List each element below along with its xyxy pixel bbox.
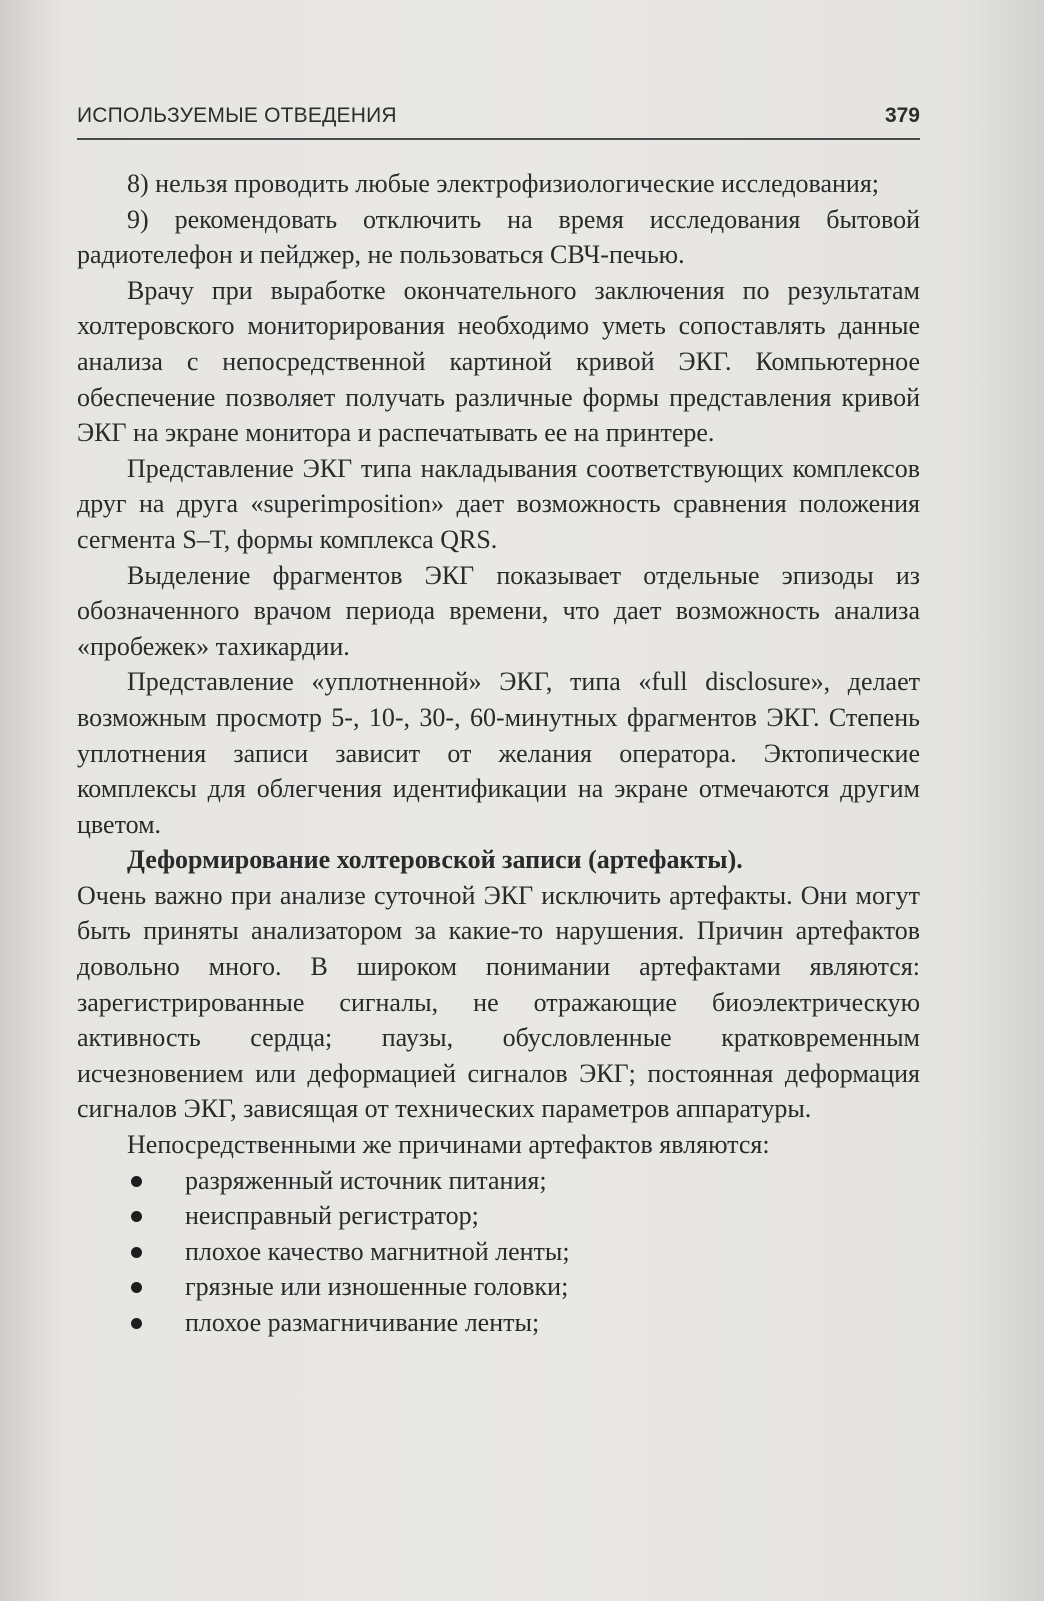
body-text <box>77 166 920 1341</box>
list-item-text: грязные или изношенные головки; <box>185 1272 569 1302</box>
bullet-icon <box>131 1318 142 1329</box>
paragraph-superimposition: Представление ЭКГ типа накладывания соответствующих комплексов друг на друга «superimposition» дает возможность сравнения положения сегмента S–T, формы комплекса QRS. <box>77 453 920 554</box>
section-heading: Деформирование холтеровской записи (артефакты). <box>127 845 743 875</box>
paragraph-full-disclosure: Представление «уплотненной» ЭКГ, типа «full disclosure», делает возможным просмотр 5-, 10-, 30-, 60-минутных фрагментов ЭКГ. Степень уплотнения записи зависит от желания оператора. Эктопические комплексы для облегчения идентификации на экране отмечаются другим цветом. <box>77 667 920 839</box>
causes-list <box>77 1163 920 1341</box>
list-item <box>77 1305 920 1341</box>
bullet-icon <box>131 1176 142 1187</box>
list-item-text: плохое размагничивание ленты; <box>185 1308 540 1337</box>
list-item <box>77 1269 920 1305</box>
list-item <box>77 1198 920 1234</box>
list-item-text: неисправный регистратор; <box>185 1201 479 1231</box>
list-item-text: плохое качество магнитной ленты; <box>185 1236 570 1266</box>
bullet-icon <box>131 1211 142 1222</box>
running-header <box>77 98 920 140</box>
header-title: ИСПОЛЬЗУЕМЫЕ ОТВЕДЕНИЯ <box>77 104 397 127</box>
paragraph-doctor-conclusion: Врачу при выработке окончательного заключения по результатам холтеровского мониторирования необходимо уметь сопоставлять данные анализа с непосредственной картиной кривой ЭКГ. Компьютерное обеспечение позволяет получать различные формы представления кривой ЭКГ на экране монитора и распечатывать ее на принтере. <box>77 275 920 448</box>
paragraph-fragments: Выделение фрагментов ЭКГ показывает отдельные эпизоды из обозначенного врачом периода времени, что дает возможность анализа «пробежек» тахикардии. <box>77 560 920 661</box>
list-item <box>77 1163 920 1199</box>
page-number: 379 <box>884 104 920 127</box>
section-artifacts-heading-line <box>77 842 920 1127</box>
paragraph-item-8: 8) нельзя проводить любые электрофизиологические исследования; <box>127 169 880 198</box>
bullet-icon <box>131 1247 142 1258</box>
list-item-text: разряженный источник питания; <box>185 1165 547 1195</box>
causes-intro: Непосредственными же причинами артефактов являются: <box>127 1130 770 1160</box>
paragraph-item-9: 9) рекомендовать отключить на время исследования бытовой радиотелефон и пейджер, не пользоваться СВЧ-печью. <box>77 204 920 270</box>
bullet-icon <box>131 1282 142 1293</box>
list-item <box>77 1234 920 1270</box>
artifacts-text: Очень важно при анализе суточной ЭКГ исключить артефакты. Они могут быть приняты анализатором за какие-то нарушения. Причин артефактов довольно много. В широком понимании артефактами являются: зарегистрированные сигналы, не отражающие биоэлектрическую активность сердца; паузы, обусловленные кратковременным исчезновением или деформацией сигналов ЭКГ; постоянная деформация сигналов ЭКГ, зависящая от технических параметров аппаратуры. <box>77 880 920 1124</box>
